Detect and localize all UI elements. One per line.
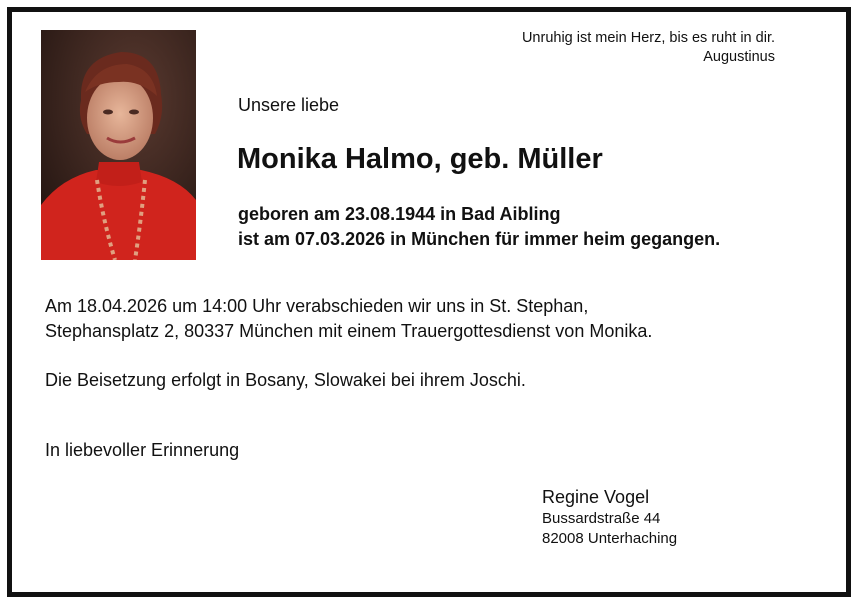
- portrait-photo: [41, 30, 196, 260]
- closing-paragraph: In liebevoller Erinnerung: [45, 440, 240, 460]
- intro-text: Unsere liebe: [238, 95, 340, 115]
- birth-line: geboren am 23.08.1944 in Bad Aibling: [238, 204, 561, 224]
- death-line: ist am 07.03.2026 in München für immer heim gegangen.: [238, 229, 721, 249]
- service-line-2: Stephansplatz 2, 80337 München mit einem Trauergottesdienst von Monika.: [45, 321, 653, 341]
- quote-author: Augustinus: [703, 49, 775, 65]
- epigraph-quote: [435, 29, 775, 67]
- signature-block: [542, 486, 677, 549]
- portrait-icon: [41, 30, 196, 260]
- service-line-1: Am 18.04.2026 um 14:00 Uhr verabschieden wir uns in St. Stephan,: [45, 296, 589, 316]
- life-dates: [238, 202, 720, 252]
- signature-name: Regine Vogel: [542, 487, 650, 507]
- service-paragraph: [45, 294, 652, 344]
- quote-text: Unruhig ist mein Herz, bis es ruht in dir.: [521, 30, 775, 46]
- signature-city: 82008 Unterhaching: [542, 530, 678, 547]
- burial-paragraph: Die Beisetzung erfolgt in Bosany, Slowakei bei ihrem Joschi.: [45, 370, 526, 390]
- signature-street: Bussardstraße 44: [542, 510, 661, 527]
- deceased-name: Monika Halmo, geb. Müller: [237, 143, 603, 175]
- obituary-card: [7, 7, 851, 597]
